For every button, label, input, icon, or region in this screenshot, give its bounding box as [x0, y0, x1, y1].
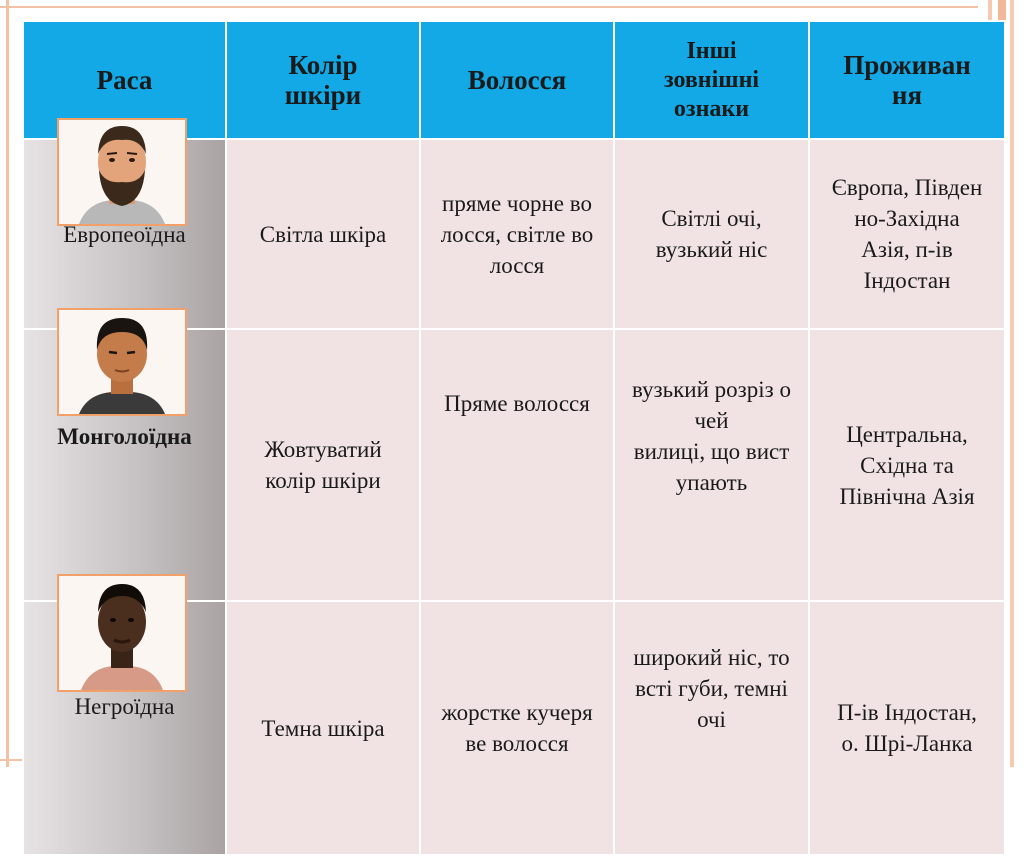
decorative-line-top [0, 6, 1024, 8]
hair-cell [420, 329, 614, 601]
habitat-cell [809, 601, 1005, 855]
hair-cell [420, 139, 614, 329]
cell-text: пряме чорне во лосся, світле во лосся [440, 190, 594, 278]
header-habitat-label: Проживан ня [843, 50, 971, 110]
cell-text: вузький розріз о чей вилиці, що вист упають [631, 377, 791, 495]
race-label-negroid: Негроїдна [74, 694, 175, 719]
european-portrait-icon [57, 118, 187, 226]
cell-text: Світлі очі, вузький ніс [655, 206, 768, 262]
decorative-line-left [6, 0, 9, 767]
header-other-label: Інші зовнішні ознаки [663, 37, 760, 122]
negroid-portrait-icon [57, 574, 187, 692]
header-hair-label: Волосся [467, 65, 567, 95]
habitat-cell [809, 329, 1005, 601]
table-row [23, 139, 1005, 329]
mongoloid-portrait-icon [57, 308, 187, 416]
skin-cell [226, 601, 420, 855]
cell-text: Центральна, Східна та Північна Азія [839, 421, 975, 509]
table-row [23, 601, 1005, 855]
race-table [22, 20, 1006, 856]
cell-text: Пряме волосся [444, 391, 590, 416]
header-hair [420, 21, 614, 139]
header-skin [226, 21, 420, 139]
cell-text: Європа, Півден но-Західна Азія, п-ів Індостан [831, 175, 983, 293]
other-cell [614, 139, 809, 329]
race-label-mongoloid: Монголоїдна [57, 424, 192, 449]
cell-text: Жовтуватий колір шкіри [264, 437, 382, 493]
race-label-europeoid: Европеоїдна [63, 222, 186, 247]
cell-text: жорстке кучеря ве волосся [441, 700, 593, 756]
habitat-cell [809, 139, 1005, 329]
cell-text: Темна шкіра [261, 715, 385, 741]
header-habitat [809, 21, 1005, 139]
table-row [23, 329, 1005, 601]
other-cell [614, 329, 809, 601]
skin-cell [226, 329, 420, 601]
cell-text: широкий ніс, то всті губи, темні очі [633, 645, 790, 732]
race-cell-negroid [23, 601, 226, 855]
hair-cell [420, 601, 614, 855]
race-cell-europeoid [23, 139, 226, 329]
header-other [614, 21, 809, 139]
header-race-label: Раса [96, 65, 153, 95]
race-cell-mongoloid [23, 329, 226, 601]
header-skin-label: Колір шкіри [284, 50, 362, 110]
cell-text: Світла шкіра [259, 221, 387, 247]
skin-cell [226, 139, 420, 329]
cell-text: П-ів Індостан, о. Шрі-Ланка [837, 700, 977, 756]
other-cell [614, 601, 809, 855]
